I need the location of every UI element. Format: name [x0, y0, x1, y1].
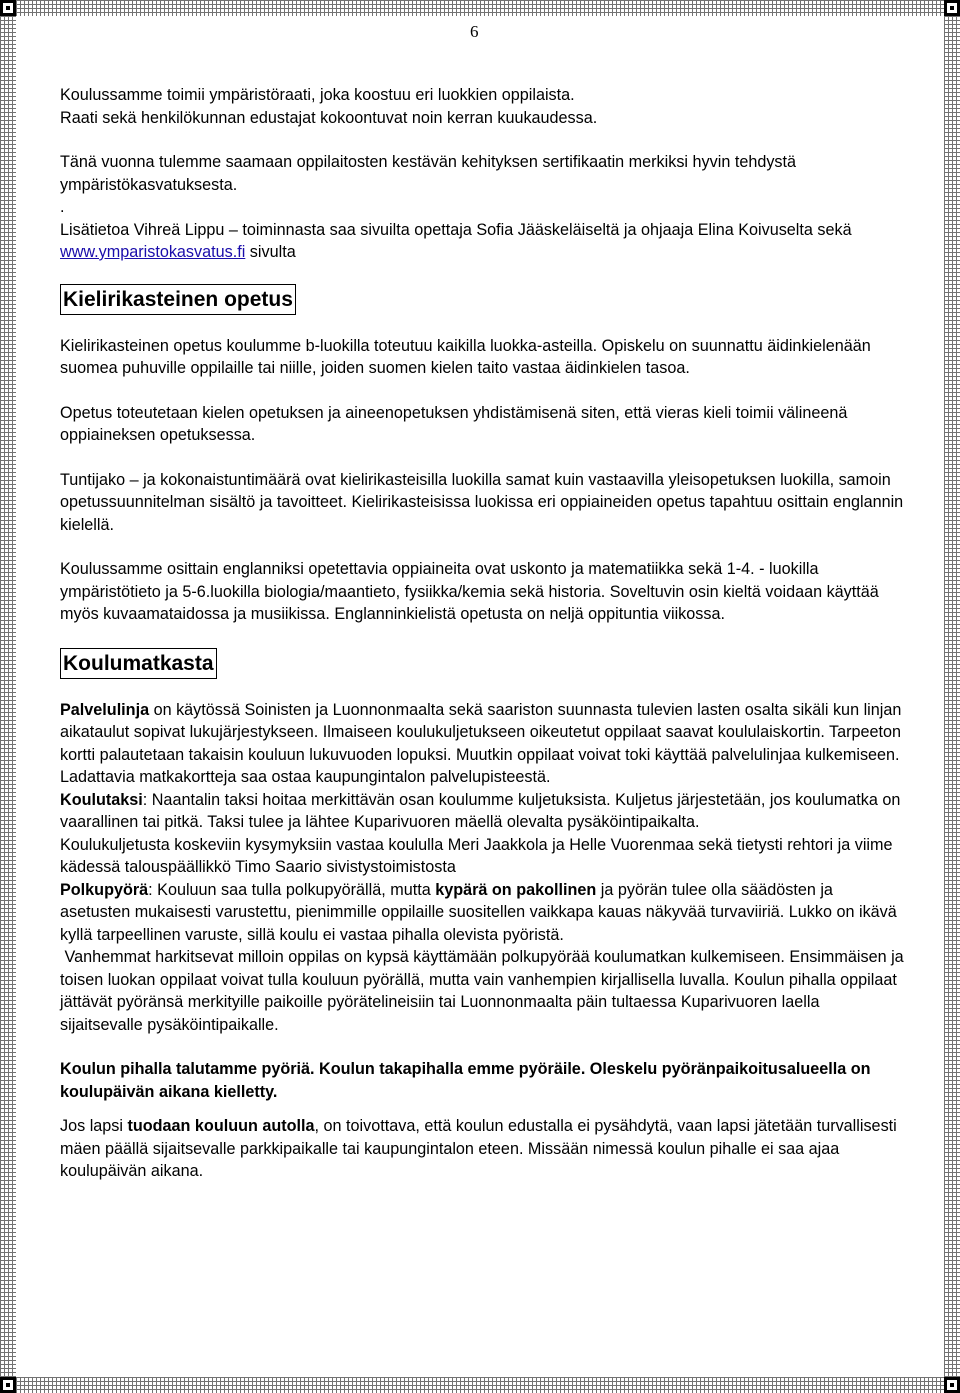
paragraph: Koulussamme osittain englanniksi opetettavia oppiaineita ovat uskonto ja matematiikka sekä 1-4. - luokilla ympäristötieto ja 5-6.luokilla biologia/maantieto, fysiikka/kemia sekä historia. Soveltuvin osin kieltä voidaan käyttää myös kuvaamataidossa ja musiikissa. Englanninkielistä opetusta on neljä oppituntia viikossa. — [60, 560, 879, 623]
bold-term: Koulutaksi — [60, 790, 143, 809]
ymparistokasvatus-link[interactable]: www.ymparistokasvatus.fi — [60, 243, 246, 261]
bold-term: kypärä on pakollinen — [435, 880, 597, 899]
paragraph — [60, 84, 905, 129]
paragraph — [60, 789, 905, 834]
stray-dot: . — [60, 198, 65, 216]
paragraph — [60, 1058, 905, 1103]
page-border-left — [0, 0, 16, 1393]
paragraph: Tänä vuonna tulemme saamaan oppilaitosten kestävän kehityksen sertifikaatin merkiksi hyvin tehdystä ympäristökasvatuksesta. — [60, 153, 797, 194]
text-line: Raati sekä henkilökunnan edustajat kokoontuvat noin kerran kuukaudessa. — [60, 108, 598, 127]
text-run: on käytössä Soinisten ja Luonnonmaalta sekä saariston suunnasta tulevien lasten osalta sikäli kun linjan aikataulut sopivat lukujärjestykseen. Ilmaiseen koulukuljetukseen oikeutetut oppilaat saavat koululaiskortin. Tarpeeton kortti palautetaan takaisin kouluun lukuvuoden lopuksi. Muutkin oppilaat voivat toki käyttää palvelulinjaa kulkemiseen. Ladattavia matkakortteja saa ostaa kaupungintalon palvelupisteestä. — [60, 700, 902, 786]
text-run: , on toivottava, että koulun edustalla ei pysähdytä, vaan lapsi jätetään turvallisesti mäen päällä sijaitsevalle parkkipaikalle tai kaupungintalon eteen. Missään nimessä koulun pihalle ei saa ajaa koulupäivän aikana. — [60, 1117, 897, 1180]
section-heading-kielirikasteinen: Kielirikasteinen opetus — [60, 284, 296, 315]
border-corner-ornament — [0, 0, 16, 16]
page-border-top — [0, 0, 960, 16]
paragraph: Koulukuljetusta koskeviin kysymyksiin vastaa koululla Meri Jaakkola ja Helle Vuorenmaa sekä tietysti rehtori ja viime kädessä talouspäällikkö Timo Saario sivistystoimistosta — [60, 835, 893, 876]
text-run: Jos lapsi — [60, 1117, 128, 1135]
border-corner-ornament — [944, 0, 960, 16]
paragraph: Vanhemmat harkitsevat milloin oppilas on kypsä käyttämään polkupyörää koulumatkan kulkemiseen. Ensimmäisen ja toisen luokan oppilaat voivat tulla kouluun pyörällä, mutta vain vanhempien kirjallisella luvalla. Koulun pihalla oppilaat jättävät pyöränsä merkityille paikoille pyörätelineisiin tai Luonnonmaalta päin tultaessa Kuparivuoren laella sijaitsevalle pysäköintipaikalle. — [60, 948, 909, 1034]
document-body — [60, 84, 909, 1183]
text-run: Lisätietoa Vihreä Lippu – toiminnasta saa sivuilta opettaja Sofia Jääskeläiseltä ja ohjaaja Elina Koivuselta sekä — [60, 220, 852, 239]
paragraph: Kielirikasteinen opetus koulumme b-luokilla toteutuu kaikilla luokka-asteilla. Opiskelu on suunnattu äidinkielenään suomea puhuville oppilaille tai niille, joiden suomen kielen taito vastaa äidinkielen tasoa. — [60, 336, 871, 377]
paragraph — [60, 196, 905, 264]
section-heading-koulumatkasta: Koulumatkasta — [60, 648, 217, 679]
paragraph: Opetus toteutetaan kielen opetuksen ja aineenopetuksen yhdistämisenä siten, että vieras kieli toimii välineenä oppiaineksen opetuksessa. — [60, 403, 848, 444]
text-run: : Kouluun saa tulla polkupyörällä, mutta — [148, 880, 436, 899]
paragraph — [60, 879, 905, 947]
bold-term: Palvelulinja — [60, 700, 150, 719]
paragraph — [60, 1115, 905, 1183]
paragraph: Tuntijako – ja kokonaistuntimäärä ovat kielirikasteisilla luokilla samat kuin vastaavilla yleisopetuksen luokilla, samoin opetussuunnitelman sisältö ja tavoitteet. Kielirikasteisissa luokissa eri oppiaineiden opetus tapahtuu osittain englannin kielellä. — [60, 470, 904, 534]
border-corner-ornament — [944, 1377, 960, 1393]
page-border-right — [944, 0, 960, 1393]
bold-notice: Koulun pihalla talutamme pyöriä. Koulun takapihalla emme pyöräile. Oleskelu pyöränpaikoitusalueella on koulupäivän aikana kielletty. — [60, 1060, 871, 1101]
bold-term: Polkupyörä — [60, 880, 149, 899]
text-run: : Naantalin taksi hoitaa merkittävän osan koulumme kuljetuksista. Kuljetus järjestetään, jos koulumatka on vaarallinen tai pitkä. Taksi tulee ja lähtee Kuparivuoren mäellä olevalta pysäköintipaikalta. — [60, 790, 901, 831]
page-border-bottom — [0, 1377, 960, 1393]
text-line: Koulussamme toimii ympäristöraati, joka koostuu eri luokkien oppilaista. — [60, 86, 575, 104]
bold-term: tuodaan kouluun autolla — [127, 1117, 315, 1135]
text-run: ja pyörän tulee olla säädösten ja asetusten mukaisesti varustettu, pienimmille oppilaille suositellen vaikkapa kauas näkyvää turvaviiriä. Lukko on ikävä kyllä tarpeellinen varuste, sillä koulu ei vastaa pihalla olevista pyöristä. — [60, 880, 897, 944]
text-run: sivulta — [245, 243, 296, 261]
border-corner-ornament — [0, 1377, 16, 1393]
page-number: 6 — [470, 22, 479, 41]
paragraph — [60, 699, 905, 789]
